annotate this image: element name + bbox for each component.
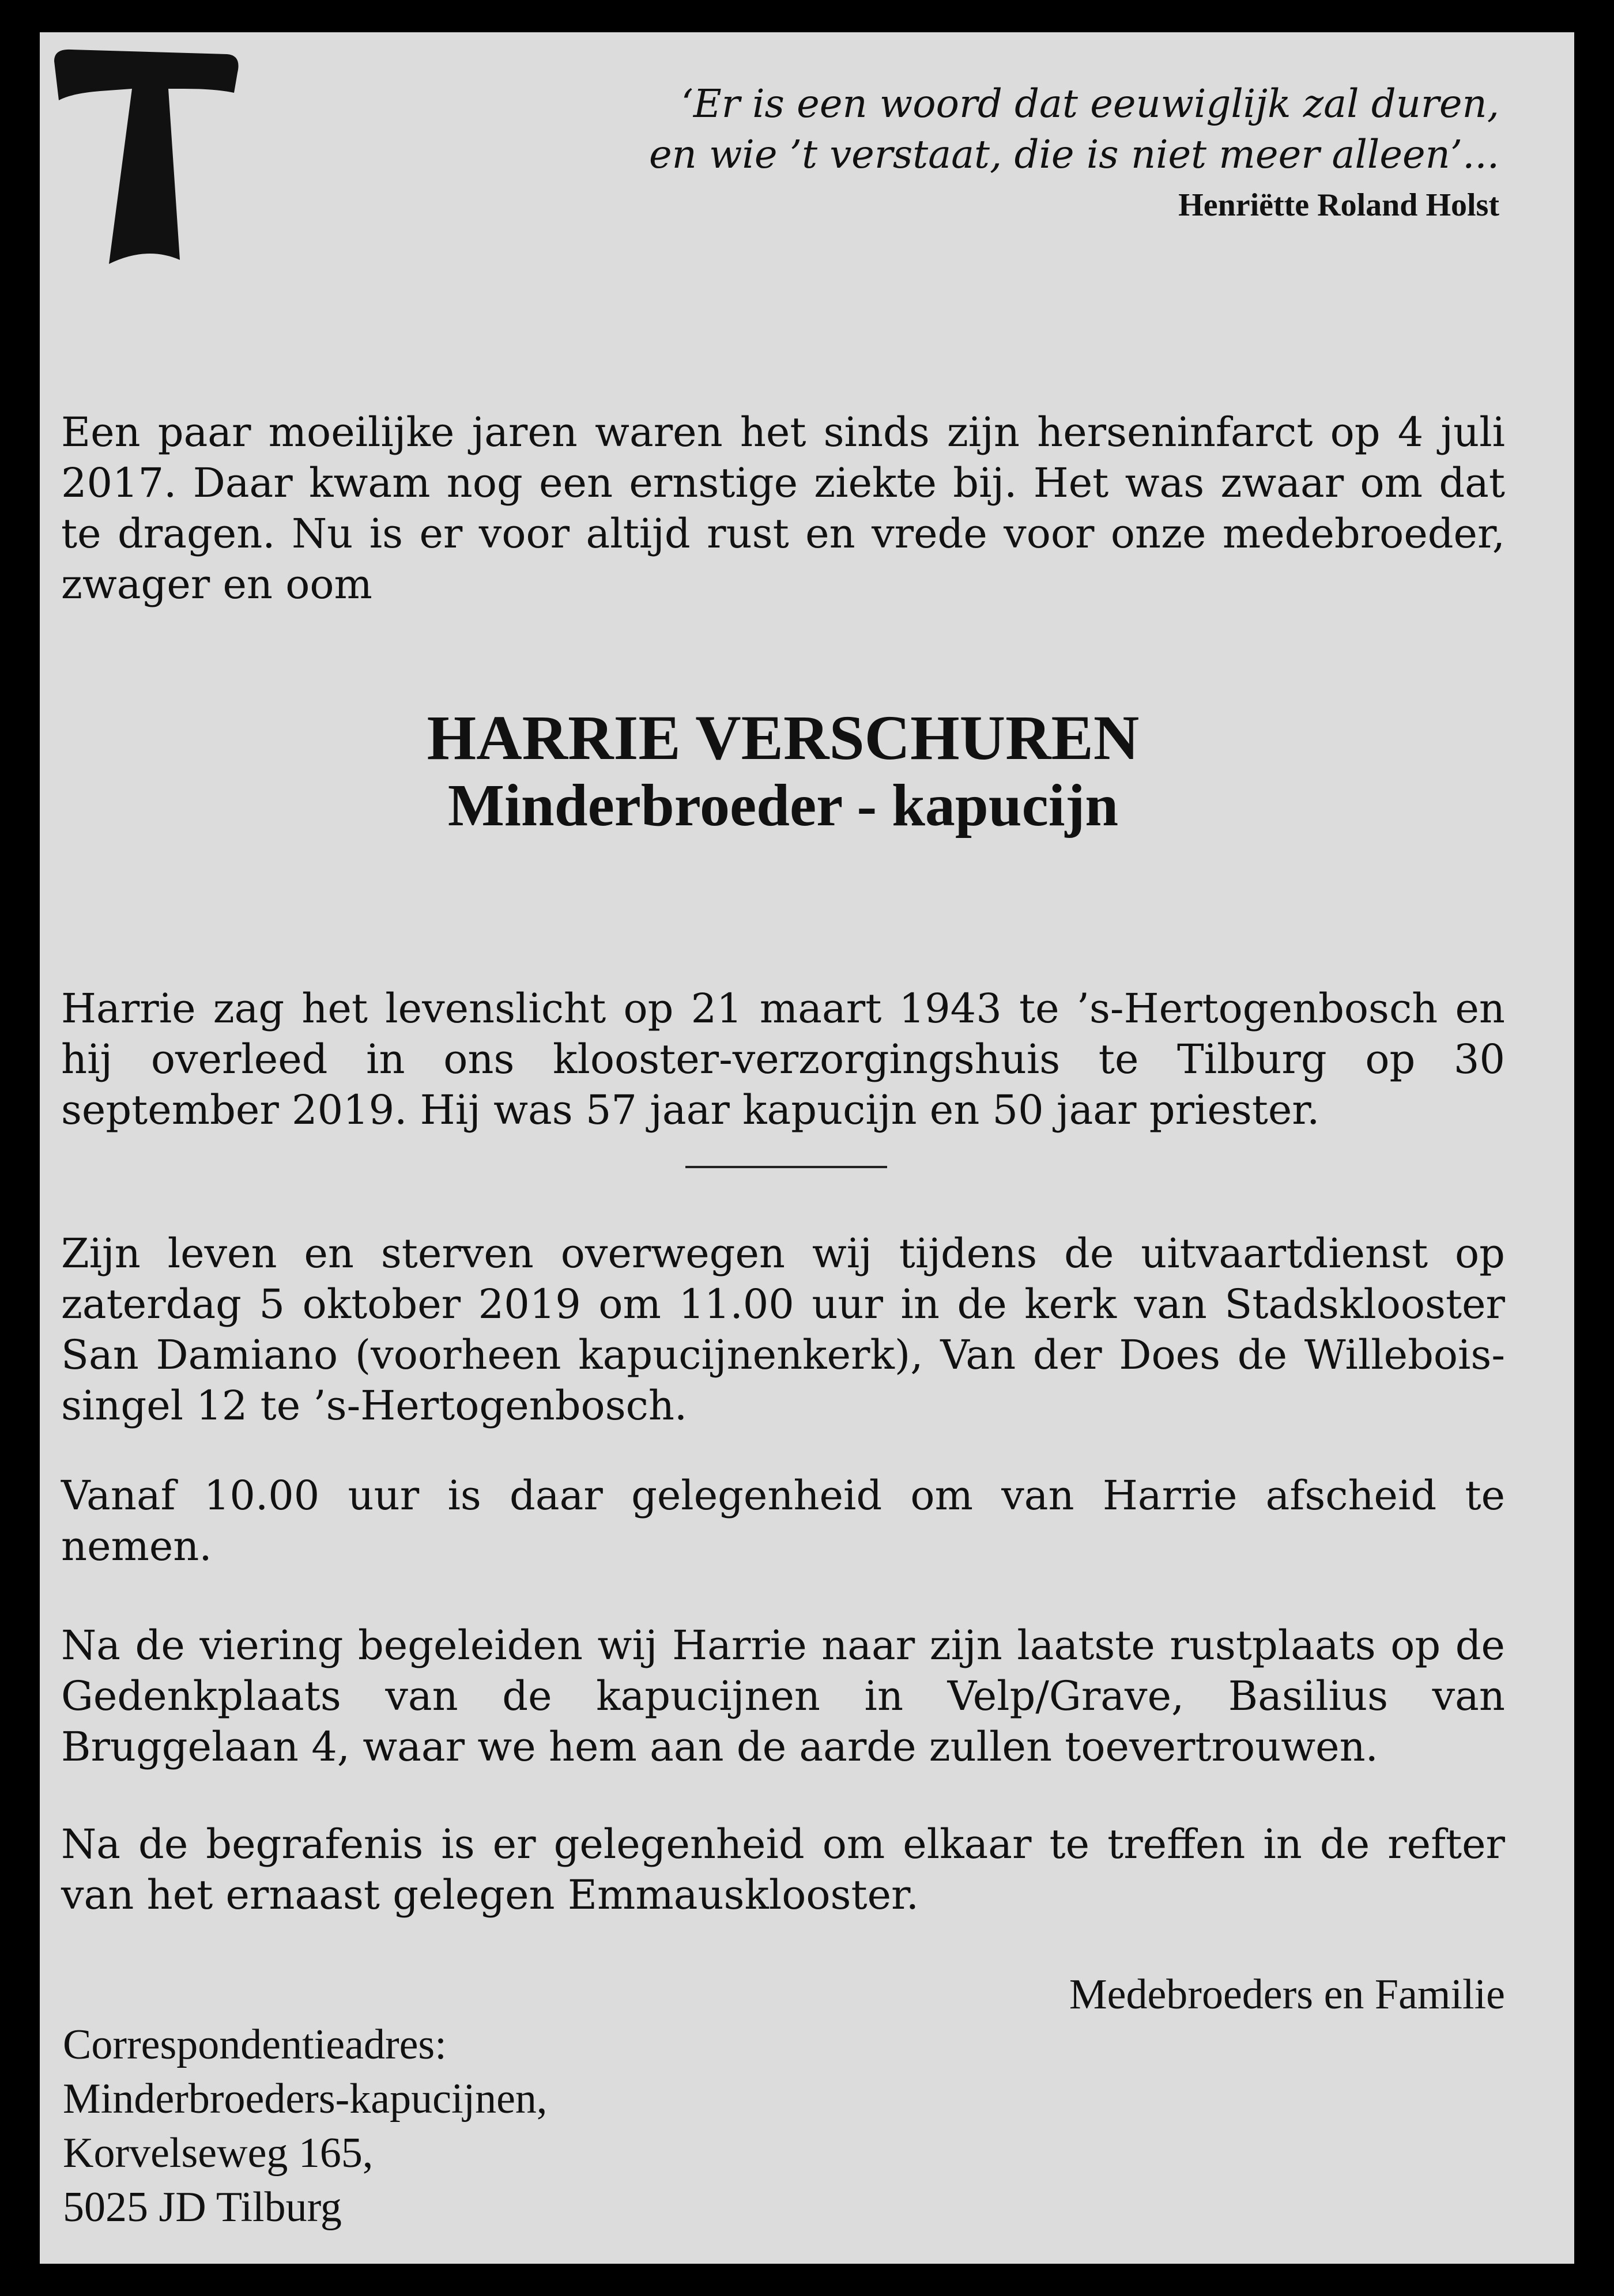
address-line-2: Korvelseweg 165, xyxy=(63,2129,374,2177)
deceased-heading xyxy=(61,704,1505,840)
address-line-3: 5025 JD Tilburg xyxy=(63,2184,342,2231)
motto-line-1: ‘Er is een woord dat eeuwiglijk zal duren, xyxy=(681,81,1499,126)
motto-quote xyxy=(462,78,1499,228)
tau-cross-icon xyxy=(54,38,242,266)
service-paragraph: Zijn leven en sterven overwegen wij tijdens de uitvaartdienst op zaterdag 5 oktober 2019 om 11.00 uur in de kerk van Stadsklooster San Damiano (voorheen kapucijnenkerk), Van der Does de Willebois-singel 12 te ’s-Hertogenbosch. xyxy=(61,1230,1505,1429)
signature: Medebroeders en Familie xyxy=(1069,1971,1505,2018)
deceased-name: HARRIE VERSCHUREN xyxy=(427,703,1140,773)
intro-paragraph: Een paar moeilijke jaren waren het sinds zijn herseninfarct op 4 juli 2017. Daar kwam nog een ernstige ziekte bij. Het was zwaar om dat te dragen. Nu is er voor altijd rust en vrede voor onze medebroeder, zwager en oom xyxy=(61,409,1505,608)
deceased-role: Minderbroeder - kapucijn xyxy=(447,772,1119,839)
correspondence-address xyxy=(63,2018,547,2234)
motto-author: Henriëtte Roland Holst xyxy=(1178,187,1499,223)
motto-line-2: en wie ’t verstaat, die is niet meer alleen’... xyxy=(648,132,1499,177)
farewell-paragraph: Vanaf 10.00 uur is daar gelegenheid om van Harrie afscheid te nemen. xyxy=(61,1472,1505,1570)
address-label: Correspondentieadres: xyxy=(63,2021,447,2068)
address-line-1: Minderbroeders-kapucijnen, xyxy=(63,2075,548,2123)
life-paragraph: Harrie zag het levenslicht op 21 maart 1943 te ’s-Hertogenbosch en hij overleed in ons klooster-verzorgingshuis te Tilburg op 30 september 2019. Hij was 57 jaar kapucijn en 50 jaar priester. xyxy=(61,985,1505,1134)
obituary-card xyxy=(40,32,1574,2264)
burial-paragraph: Na de viering begeleiden wij Harrie naar zijn laatste rustplaats op de Gedenkplaats van de kapucijnen in Velp/Grave, Basilius van Bruggelaan 4, waar we hem aan de aarde zullen toevertrouwen. xyxy=(61,1622,1505,1770)
section-divider xyxy=(685,1166,887,1168)
gathering-paragraph: Na de begrafenis is er gelegenheid om elkaar te treffen in de refter van het ernaast gelegen Emmausklooster. xyxy=(61,1821,1505,1919)
